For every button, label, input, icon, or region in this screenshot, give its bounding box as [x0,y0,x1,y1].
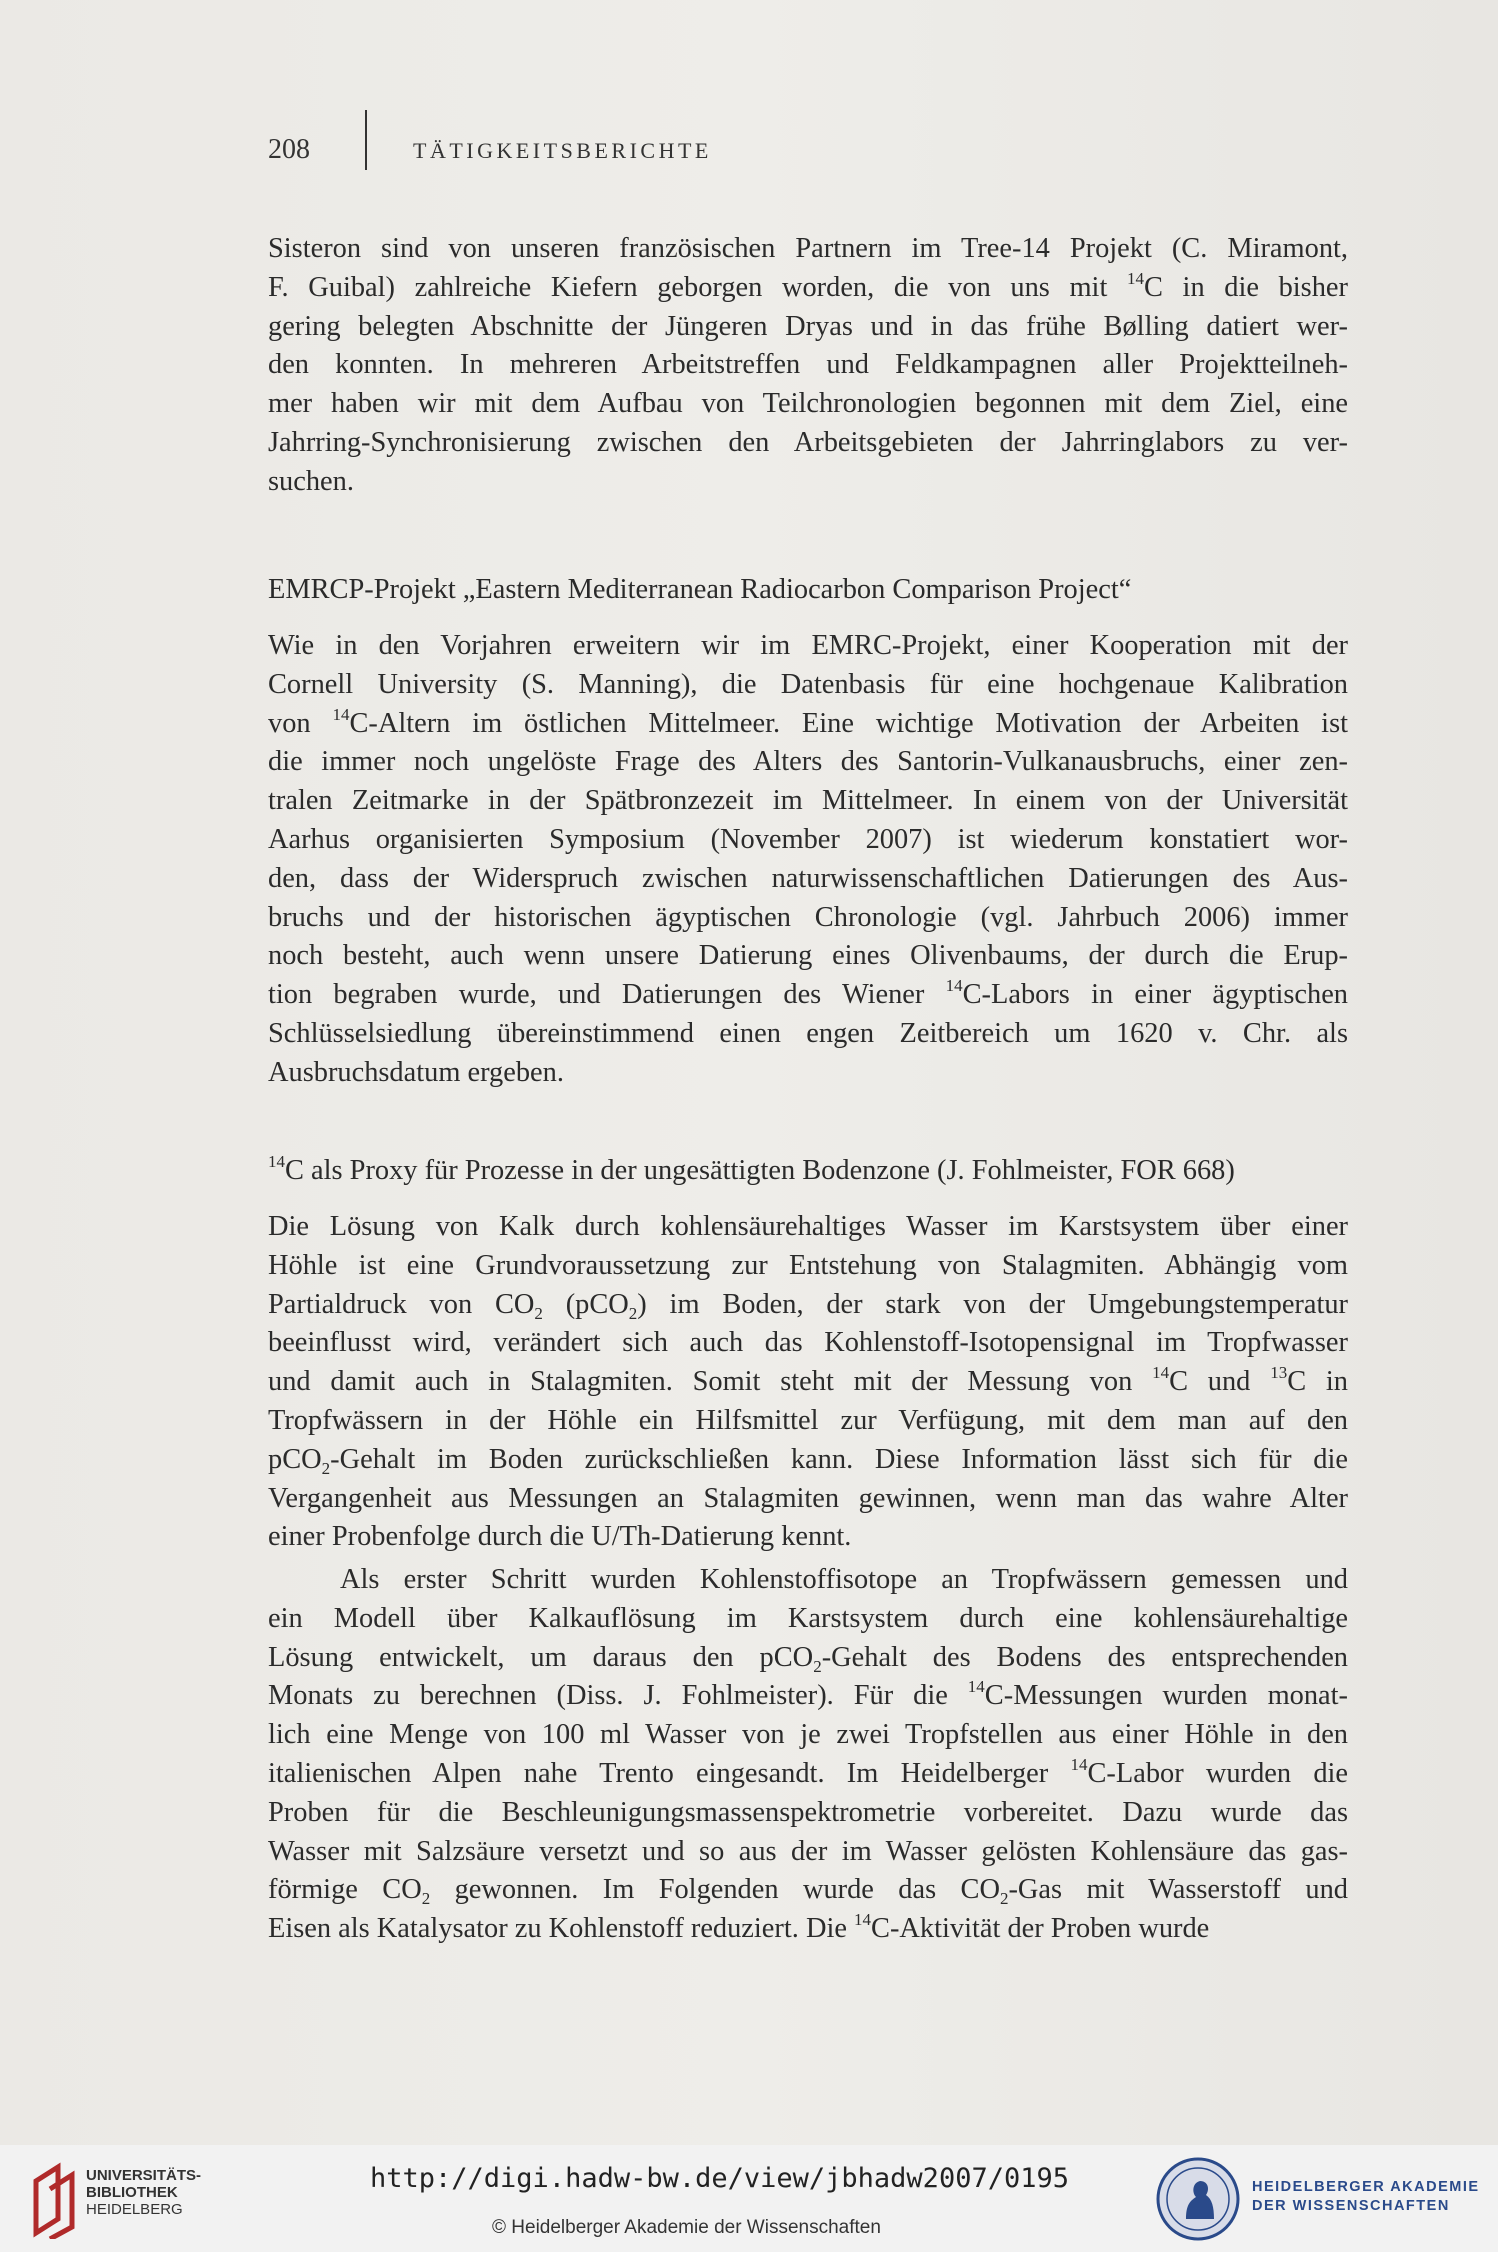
text-line: Tropfwässern in der Höhle ein Hilfsmittel zur Verfügung, mit dem man auf den [268,1404,1348,1436]
text-line: pCO$_2$-Gehalt im Boden zurückschließen kann. Diese Information lässt sich für die [268,1443,1348,1478]
ub-line-2: BIBLIOTHEK [86,2184,178,2201]
paragraph-kalk [268,1208,1348,1557]
academy-seal-icon [1156,2157,1240,2241]
text-line: beeinflusst wird, verändert sich auch das Kohlenstoff-Isotopensignal im Tropfwasser [268,1327,1348,1359]
superscript: 13 [1270,1363,1288,1383]
text-line: den, dass der Widerspruch zwischen naturwissenschaftlichen Datierungen des Aus- [268,862,1348,894]
academy-line-2: DER WISSENSCHAFTEN [1252,2198,1450,2214]
header-rule [365,110,367,170]
copyright-notice: © Heidelberger Akademie der Wissenschaften [492,2217,881,2238]
text-line: Cornell University (S. Manning), die Datenbasis für eine hochgenaue Kalibration [268,668,1348,700]
heading-14c-proxy [268,1152,1348,1187]
ub-logo-icon [28,2161,86,2239]
text-line: mer haben wir mit dem Aufbau von Teilchronologien begonnen mit dem Ziel, eine [268,388,1348,420]
paragraph-tree14 [268,230,1348,502]
text-line: Schlüsselsiedlung übereinstimmend einen engen Zeitbereich um 1620 v. Chr. als [268,1017,1348,1049]
text-line: F. Guibal) zahlreiche Kiefern geborgen worden, die von uns mit $^{14}$C in die bisher [268,268,1348,303]
text-line: und damit auch in Stalagmiten. Somit steht mit der Messung von $^{14}$C und $^{13}$C in [268,1363,1349,1398]
text-line: noch besteht, auch wenn unsere Datierung eines Olivenbaums, der durch die Erup- [268,940,1348,972]
superscript: 14 [1126,268,1144,288]
paragraph-emrcp [268,627,1348,1093]
text-line: Vergangenheit aus Messungen an Stalagmiten gewinnen, wenn man das wahre Alter [268,1482,1348,1514]
text-line: bruchs und der historischen ägyptischen Chronologie (vgl. Jahrbuch 2006) immer [268,901,1348,933]
superscript: 14 [332,704,350,724]
text-line: Als erster Schritt wurden Kohlenstoffisotope an Tropfwässern gemessen und [340,1564,1348,1595]
text-line: Aarhus organisierten Symposium (November 2007) ist wiederum konstatiert wor- [268,823,1348,855]
text-line: lich eine Menge von 100 ml Wasser von je zwei Tropfstellen aus einer Höhle in den [268,1719,1348,1751]
superscript: 14 [945,976,963,996]
ub-wordmark [86,2167,201,2218]
subscript: 2 [813,1656,822,1676]
text-line: Proben für die Beschleunigungsmassenspektrometrie vorbereitet. Dazu wurde das [268,1796,1348,1828]
text-line: die immer noch ungelöste Frage des Alters des Santorin-Vulkanausbruchs, einer zen- [268,746,1348,778]
superscript: 14 [854,1910,872,1930]
text-line: italienischen Alpen nahe Trento eingesandt. Im Heidelberger $^{14}$C-Labor wurden die [268,1754,1349,1789]
text-line: Jahrring-Synchronisierung zwischen den Arbeitsgebieten der Jahrringlabors zu ver- [268,426,1348,458]
text-line: tralen Zeitmarke in der Spätbronzezeit im Mittelmeer. In einem von der Universität [268,785,1348,817]
subscript: 2 [421,1889,431,1909]
text-line: Partialdruck von $CO_2$ (pCO$_2$) im Boden, der stark von der Umgebungstemperatur [268,1288,1349,1323]
text-line: Höhle ist eine Grundvoraussetzung zur Entstehung von Stalagmiten. Abhängig vom [268,1249,1348,1281]
text-line: tion begraben wurde, und Datierungen des Wiener $^{14}$C-Labors in einer ägyptischen [268,976,1348,1011]
permalink-url[interactable]: http://digi.hadw-bw.de/view/jbhadw2007/0195 [370,2163,1069,2194]
text-line: Die Lösung von Kalk durch kohlensäurehaltiges Wasser im Karstsystem über einer [268,1211,1348,1242]
paragraph-schritt [268,1561,1348,1949]
superscript: 14 [967,1677,985,1697]
text-line: einer Probenfolge durch die U/Th-Datierung kennt. [268,1521,852,1553]
text-line: Wasser mit Salzsäure versetzt und so aus der im Wasser gelösten Kohlensäure das gas- [268,1835,1348,1867]
text-line: ein Modell über Kalkauflösung im Karstsystem durch eine kohlensäurehaltige [268,1602,1348,1634]
text-line: gering belegten Abschnitte der Jüngeren Dryas und in das frühe Bølling datiert wer- [268,310,1348,342]
text-line: den konnten. In mehreren Arbeitstreffen und Feldkampagnen aller Projektteilneh- [268,349,1348,381]
heading-superscript: 14 [268,1152,285,1171]
running-title: TÄTIGKEITSBERICHTE [413,138,712,163]
ub-line-1: UNIVERSITÄTS- [86,2167,202,2184]
superscript: 14 [1070,1754,1088,1774]
text-line: von $^{14}$C-Altern im östlichen Mittelmeer. Eine wichtige Motivation der Arbeiten ist [268,704,1349,739]
superscript: 14 [1152,1363,1170,1383]
text-line: Sisteron sind von unseren französischen Partnern im Tree-14 Projekt (C. Miramont, [268,233,1348,264]
page-number: 208 [268,134,310,165]
subscript: 2 [321,1458,331,1478]
text-line: Wie in den Vorjahren erweitern wir im EMRC-Projekt, einer Kooperation mit der [268,630,1348,661]
ub-line-3: HEIDELBERG [86,2201,183,2218]
subscript: 2 [628,1303,638,1323]
text-line: Monats zu berechnen (Diss. J. Fohlmeister). Für die $^{14}$C-Messungen wurden monat- [268,1677,1348,1712]
heading-text: C als Proxy für Prozesse in der ungesättigten Bodenzone (J. Fohlmeister, FOR 668) [285,1155,1235,1186]
subscript: 2 [999,1889,1009,1909]
text-line: Lösung entwickelt, um daraus den pCO$_2$-Gehalt des Bodens des entsprechenden [268,1641,1349,1676]
footer-bar [0,2145,1498,2252]
academy-wordmark [1252,2178,1480,2216]
text-line: förmige $CO_2$ gewonnen. Im Folgenden wurde das $CO_2$-Gas mit Wasserstoff und [268,1874,1348,1909]
heading-emrcp: EMRCP-Projekt „Eastern Mediterranean Radiocarbon Comparison Project“ [268,574,1132,605]
text-line: Eisen als Katalysator zu Kohlenstoff reduziert. Die $^{14}$C-Aktivität der Proben wurde [268,1910,1210,1945]
subscript: 2 [534,1303,543,1323]
text-line: Ausbruchsdatum ergeben. [268,1056,564,1088]
text-line: suchen. [268,465,354,497]
academy-line-1: HEIDELBERGER AKADEMIE [1252,2179,1480,2195]
